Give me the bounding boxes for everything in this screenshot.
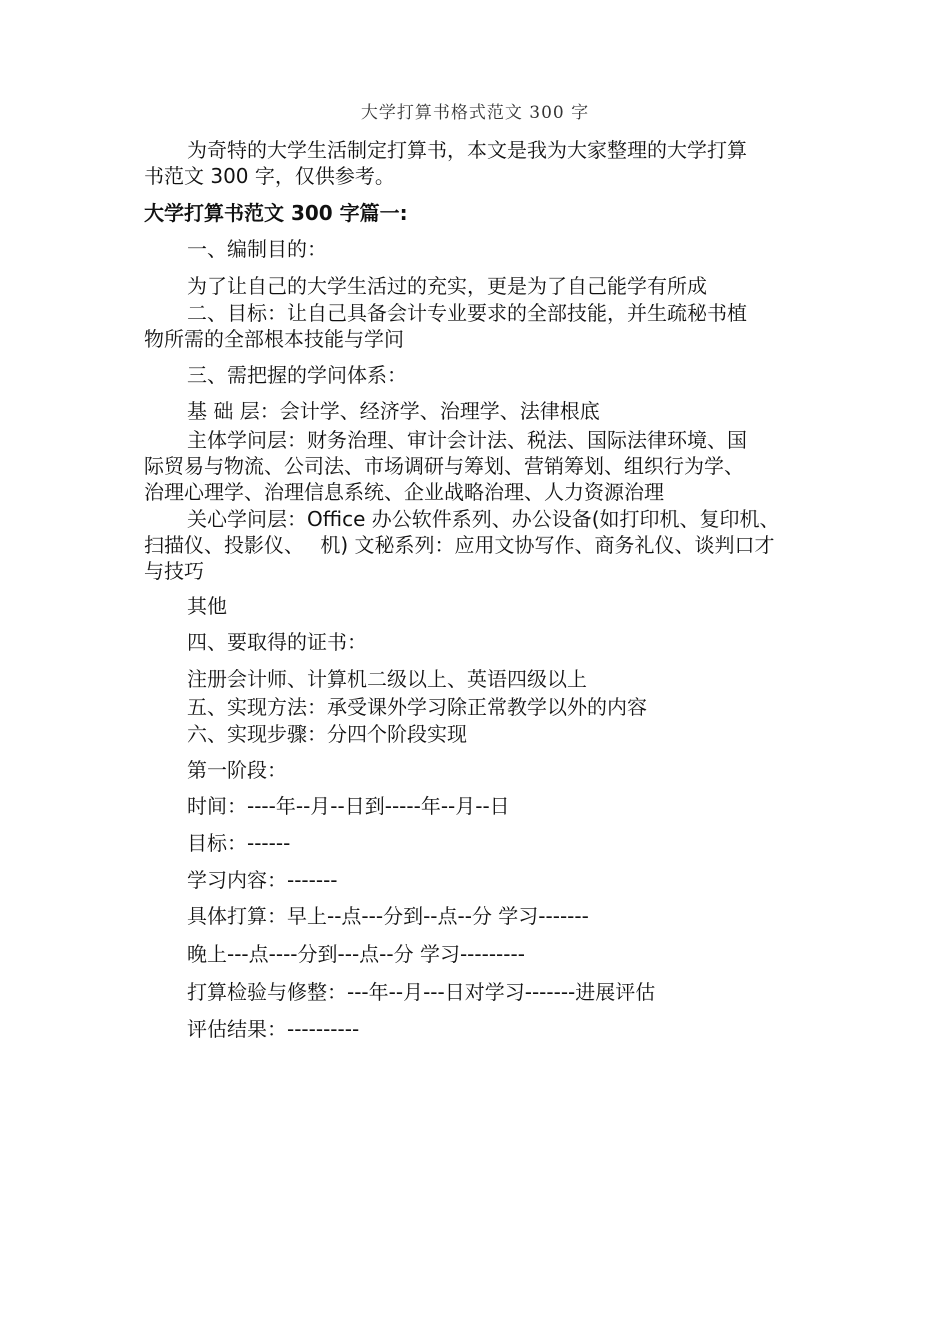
body-line: 治理心理学、治理信息系统、企业战略治理、人力资源治理	[144, 480, 664, 504]
body-line: 四、要取得的证书：	[187, 630, 367, 654]
body-line: 二、目标：让自己具备会计专业要求的全部技能，并生疏秘书植	[187, 301, 747, 325]
body-line: 一、编制目的：	[187, 237, 327, 261]
body-line: 其他	[187, 594, 227, 618]
body-line: 关心学问层：Office 办公软件系列、办公设备(如打印机、复印机、	[187, 507, 780, 531]
body-line: 注册会计师、计算机二级以上、英语四级以上	[187, 667, 587, 691]
body-line: 与技巧	[144, 559, 204, 583]
body-line: 第一阶段：	[187, 758, 287, 782]
body-line: 际贸易与物流、公司法、市场调研与筹划、营销筹划、组织行为学、	[144, 454, 744, 478]
intro-line-2: 书范文 300 字，仅供参考。	[144, 164, 395, 188]
body-line: 基 础 层：会计学、经济学、治理学、法律根底	[187, 399, 600, 423]
body-line: 主体学问层：财务治理、审计会计法、税法、国际法律环境、国	[187, 428, 747, 452]
body-line: 物所需的全部根本技能与学问	[144, 327, 404, 351]
body-line: 目标：------	[187, 831, 291, 855]
body-line: 时间：----年--月--日到-----年--月--日	[187, 794, 510, 818]
body-line: 扫描仪、投影仪、 机) 文秘系列：应用文协写作、商务礼仪、谈判口才	[144, 533, 775, 557]
section-heading: 大学打算书范文 300 字篇一:	[144, 201, 408, 225]
body-line: 五、实现方法：承受课外学习除正常教学以外的内容	[187, 695, 647, 719]
body-line: 学习内容：-------	[187, 868, 338, 892]
body-line: 六、实现步骤：分四个阶段实现	[187, 722, 467, 746]
body-line: 为了让自己的大学生活过的充实，更是为了自己能学有所成	[187, 274, 707, 298]
body-line: 具体打算：早上--点---分到--点--分 学习-------	[187, 904, 589, 928]
intro-line-1: 为奇特的大学生活制定打算书，本文是我为大家整理的大学打算	[187, 138, 747, 162]
body-line: 评估结果：----------	[187, 1017, 360, 1041]
document-title: 大学打算书格式范文 300 字	[360, 103, 590, 123]
body-line: 打算检验与修整：---年--月---日对学习-------进展评估	[187, 980, 656, 1004]
body-line: 晚上---点----分到---点--分 学习---------	[187, 942, 525, 966]
body-line: 三、需把握的学问体系：	[187, 363, 407, 387]
